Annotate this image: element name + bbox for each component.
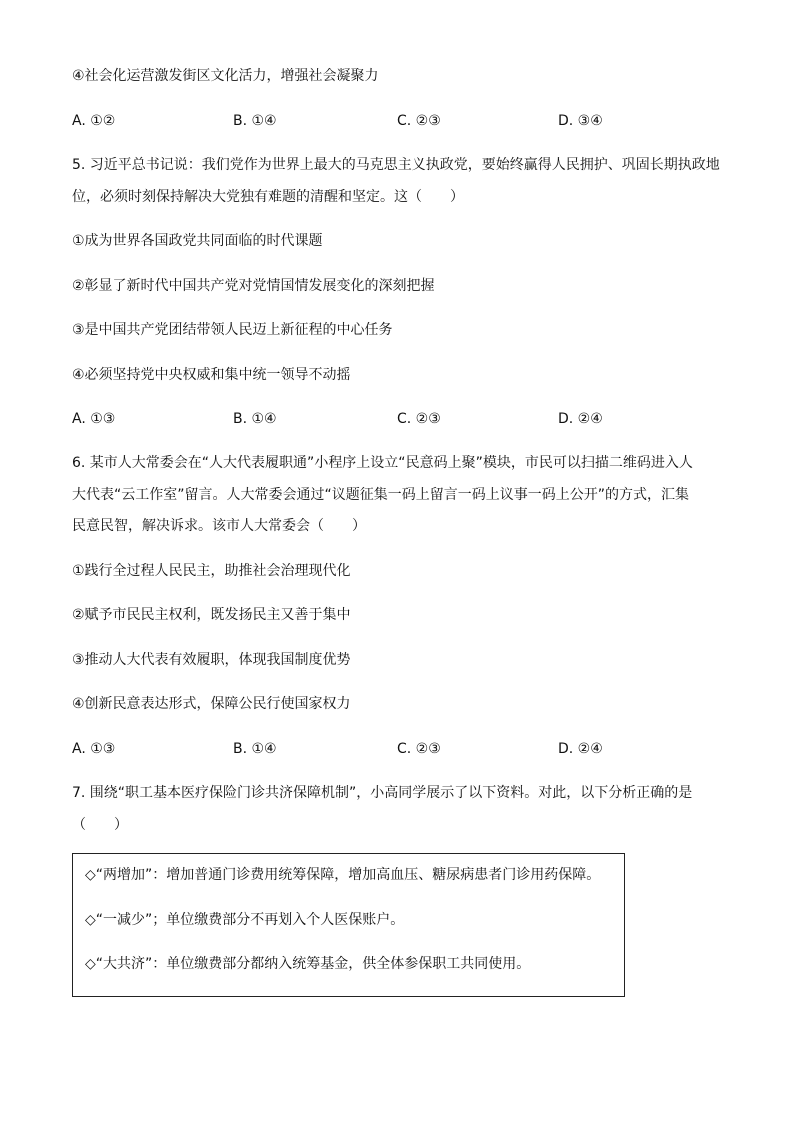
q4-option-c[interactable]: C. ②③ bbox=[397, 113, 441, 129]
q5-item-4: ④必须坚持党中央权威和集中统一领导不动摇 bbox=[72, 367, 351, 383]
q6-option-d[interactable]: D. ②④ bbox=[558, 741, 603, 757]
q4-option-d[interactable]: D. ③④ bbox=[558, 113, 603, 129]
q4-option-a[interactable]: A. ①② bbox=[72, 113, 116, 129]
q5-option-b[interactable]: B. ①④ bbox=[233, 411, 277, 427]
q5-item-1: ①成为世界各国政党共同面临的时代课题 bbox=[72, 233, 323, 249]
q7-stem-line1: 7. 围绕“职工基本医疗保险门诊共济保障机制”，小高同学展示了以下资料。对此，以下分析正确的是 bbox=[72, 785, 693, 801]
q5-stem-line2: 位，必须时刻保持解决大党独有难题的清醒和坚定。这（ ） bbox=[72, 189, 464, 205]
q6-stem-line1: 6. 某市人大常委会在“人大代表履职通”小程序上设立“民意码上聚”模块，市民可以扫描二维码进入人 bbox=[72, 455, 693, 471]
q5-item-2: ②彰显了新时代中国共产党对党情国情发展变化的深刻把握 bbox=[72, 278, 435, 294]
q7-material-line-3: ◇“大共济”：单位缴费部分都纳入统筹基金，供全体参保职工共同使用。 bbox=[85, 956, 531, 972]
q7-material-line-2: ◇“一减少”；单位缴费部分不再划入个人医保账户。 bbox=[85, 912, 405, 928]
q7-stem-line2: （ ） bbox=[72, 817, 128, 833]
q5-option-a[interactable]: A. ①③ bbox=[72, 411, 116, 427]
q6-option-c[interactable]: C. ②③ bbox=[397, 741, 441, 757]
q6-option-a[interactable]: A. ①③ bbox=[72, 741, 116, 757]
q5-option-d[interactable]: D. ②④ bbox=[558, 411, 603, 427]
q6-stem-line3: 民意民智，解决诉求。该市人大常委会（ ） bbox=[72, 518, 366, 534]
q6-option-b[interactable]: B. ①④ bbox=[233, 741, 277, 757]
q6-item-1: ①践行全过程人民民主，助推社会治理现代化 bbox=[72, 563, 351, 579]
q4-option-b[interactable]: B. ①④ bbox=[233, 113, 277, 129]
q5-option-c[interactable]: C. ②③ bbox=[397, 411, 441, 427]
q6-item-4: ④创新民意表达形式，保障公民行使国家权力 bbox=[72, 696, 351, 712]
q6-stem-line2: 大代表“云工作室”留言。人大常委会通过“议题征集一码上留言一码上议事一码上公开”的方式，汇集 bbox=[72, 487, 690, 503]
q5-item-3: ③是中国共产党团结带领人民迈上新征程的中心任务 bbox=[72, 322, 393, 338]
q4-item-4: ④社会化运营激发街区文化活力，增强社会凝聚力 bbox=[72, 68, 379, 84]
q5-stem-line1: 5. 习近平总书记说：我们党作为世界上最大的马克思主义执政党，要始终赢得人民拥护、巩固长期执政地 bbox=[72, 157, 720, 173]
q7-material-box bbox=[72, 853, 625, 997]
q7-material-line-1: ◇“两增加”：增加普通门诊费用统筹保障，增加高血压、糖尿病患者门诊用药保障。 bbox=[85, 867, 601, 883]
q6-item-2: ②赋予市民民主权利，既发扬民主又善于集中 bbox=[72, 607, 351, 623]
q6-item-3: ③推动人大代表有效履职，体现我国制度优势 bbox=[72, 652, 351, 668]
